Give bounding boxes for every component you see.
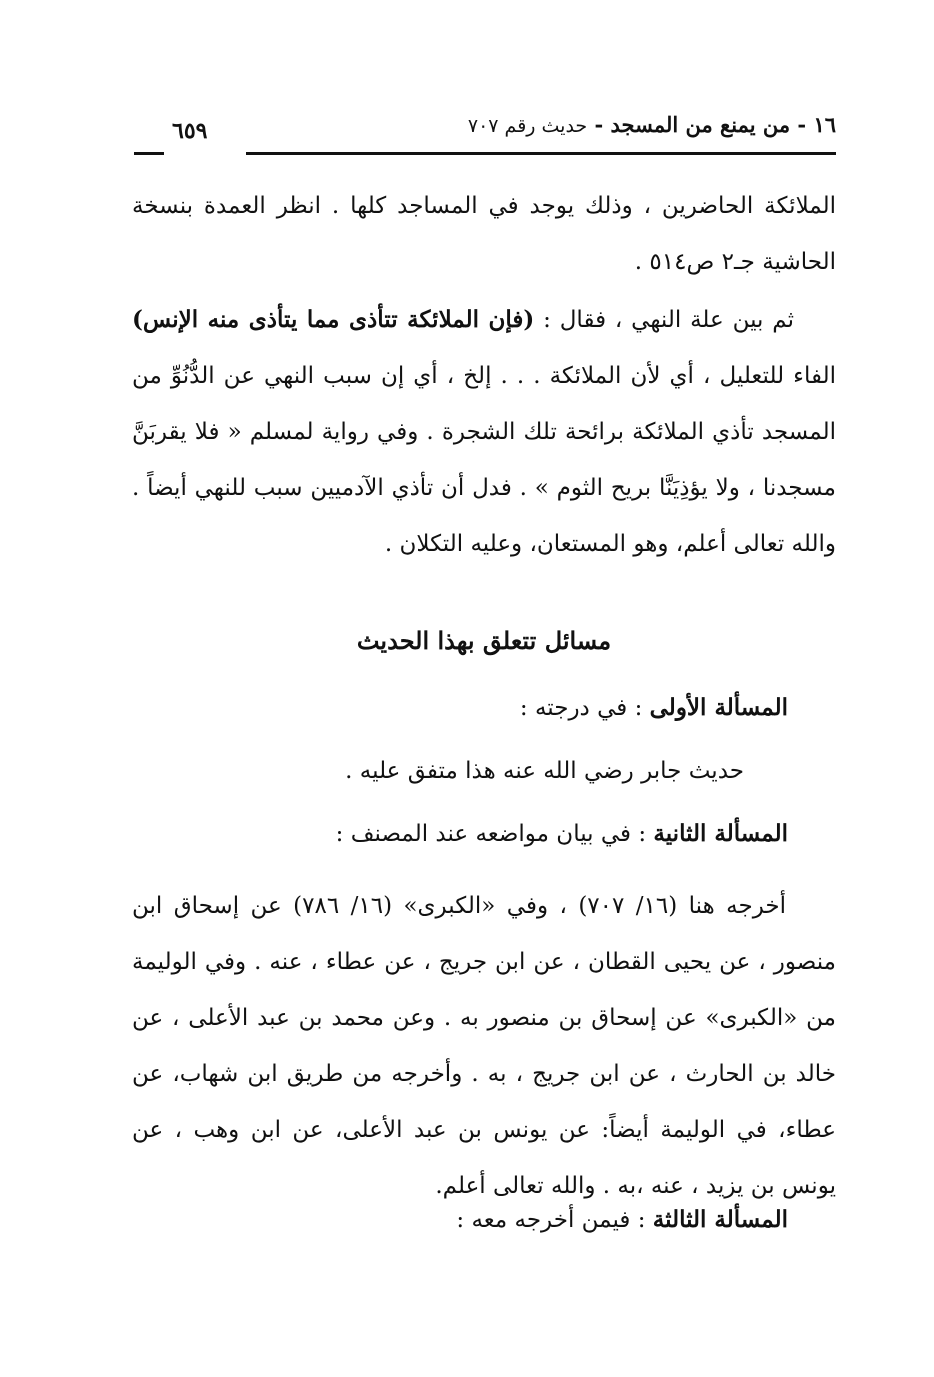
issue-1-separator: : bbox=[627, 695, 650, 721]
issue-1-heading bbox=[520, 694, 788, 721]
issue-3-separator: : bbox=[630, 1207, 653, 1233]
header-rule-long bbox=[246, 152, 836, 155]
issue-3-topic: فيمن أخرجه معه : bbox=[456, 1207, 631, 1233]
quoted-hadith-text: (فإن الملائكة تتأذى مما يتأذى منه الإنس) bbox=[132, 306, 535, 333]
section-heading: مسائل تتعلق بهذا الحديث bbox=[356, 626, 612, 655]
paragraph-3: أخرجه هنا (١٦/ ٧٠٧) ، وفي «الكبرى» (١٦/ ٧٨٦) عن إسحاق ابن منصور ، عن يحيى القطان ، عن ابن جريج ، عن عطاء ، عنه . وفي الوليمة من «الكبرى» عن إسحاق بن منصور به . وعن محمد بن عبد الأعلى ، عن خالد بن الحارث ، عن ابن جريج ، به . وأخرجه من طريق ابن شهاب، عن عطاء، في الوليمة أيضاً: عن يونس بن عبد الأعلى، عن ابن وهب ، عن يونس بن يزيد ، عنه ،به . والله تعالى أعلم. bbox=[132, 893, 836, 1199]
paragraph-2 bbox=[132, 292, 836, 572]
paragraph-2-explanation: الفاء للتعليل ، أي لأن الملائكة . . . إلخ ، أي إن سبب النهي عن الدُّنُوِّ من المسجد تأذي الملائكة برائحة تلك الشجرة . وفي رواية لمسلم « فلا يقربَنَّ مسجدنا ، ولا يؤذِيَنَّا بريح الثوم » . فدل أن تأذي الآدميين سبب للنهي أيضاً . والله تعالى أعلم، وهو المستعان، وعليه التكلان . bbox=[132, 363, 836, 557]
issue-3-heading bbox=[456, 1206, 788, 1233]
issue-2-label: المسألة الثانية bbox=[653, 820, 788, 847]
issue-2-heading bbox=[336, 820, 788, 847]
issue-1-topic: في درجته : bbox=[519, 695, 628, 721]
issue-1-text: حديث جابر رضي الله عنه هذا متفق عليه . bbox=[345, 758, 744, 784]
paragraph-2-intro: ثم بين علة النهي ، فقال : bbox=[534, 307, 794, 333]
issue-1-label: المسألة الأولى bbox=[649, 694, 788, 721]
issue-2-topic: في بيان مواضعه عند المصنف : bbox=[335, 821, 632, 847]
chapter-title bbox=[468, 112, 836, 137]
page-number: ٦٥٩ bbox=[172, 118, 208, 144]
header-rule-short bbox=[134, 152, 164, 155]
chapter-title-text: ١٦ - من يمنع من المسجد - bbox=[594, 112, 836, 137]
paragraph-1: الملائكة الحاضرين ، وذلك يوجد في المساجد كلها . انظر العمدة بنسخة الحاشية جـ٢ ص٥١٤ . bbox=[132, 193, 836, 275]
hadith-reference: حديث رقم ٧٠٧ bbox=[467, 115, 588, 137]
issue-2-separator: : bbox=[631, 821, 654, 847]
running-header bbox=[132, 112, 836, 162]
issue-3-label: المسألة الثالثة bbox=[652, 1206, 788, 1233]
